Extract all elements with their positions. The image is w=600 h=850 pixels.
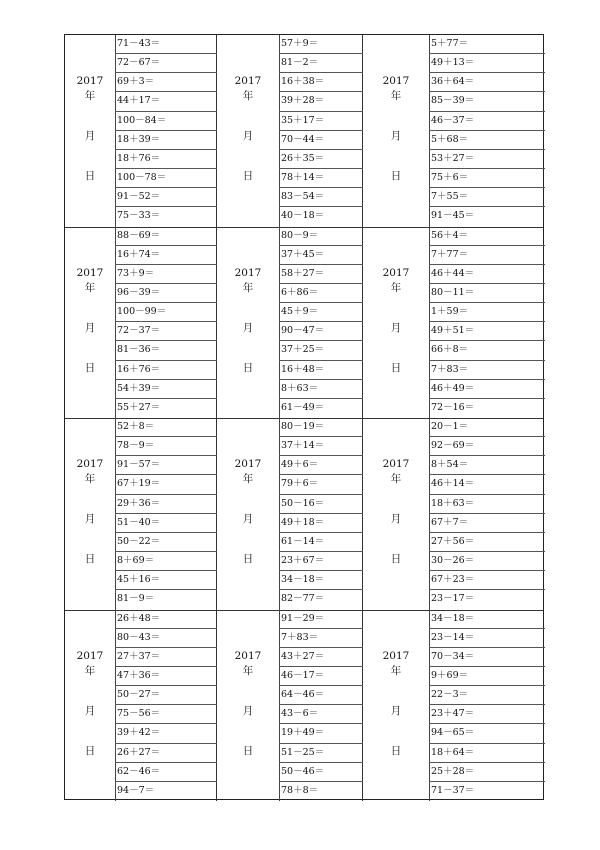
math-problem: 50－46＝ [279, 763, 363, 782]
math-problem: 82－77＝ [281, 593, 325, 605]
math-problem: 18＋39＝ [115, 131, 217, 150]
math-problem: 51－40＝ [115, 514, 217, 533]
date-month-unit: 月 [84, 130, 96, 142]
math-problem: 7＋55＝ [429, 188, 545, 207]
math-problem: 27＋37＝ [115, 648, 217, 667]
math-problem: 16＋38＝ [279, 73, 363, 92]
date-column [217, 418, 280, 610]
math-problem: 51－25＝ [279, 744, 363, 763]
worksheet-block [65, 610, 543, 802]
math-problem: 26＋27＝ [115, 744, 217, 763]
math-problem: 18＋64＝ [429, 744, 545, 763]
date-year: 2017 [76, 75, 104, 87]
problem-column [429, 610, 545, 802]
math-problem: 50－22＝ [115, 533, 217, 552]
math-problem: 25＋28＝ [429, 763, 545, 782]
math-problem: 94－7＝ [117, 784, 155, 796]
math-problem: 26＋48＝ [115, 610, 217, 629]
math-problem: 34－18＝ [429, 610, 545, 629]
math-problem: 70－44＝ [279, 131, 363, 150]
problem-column [429, 227, 545, 419]
date-column [363, 35, 430, 227]
math-problem: 39＋28＝ [279, 92, 363, 111]
math-problem: 16＋76＝ [115, 361, 217, 380]
date-month-unit: 月 [84, 321, 96, 334]
math-problem: 8＋63＝ [279, 380, 363, 399]
math-problem: 57＋9＝ [279, 35, 363, 54]
math-problem: 23－17＝ [431, 593, 475, 605]
math-problem: 5＋77＝ [429, 35, 545, 54]
date-day-unit: 日 [242, 170, 254, 182]
date-month-unit: 月 [84, 513, 96, 525]
math-problem: 81－2＝ [279, 54, 363, 73]
math-problem: 67＋7＝ [429, 514, 545, 533]
math-problem: 75－56＝ [115, 705, 217, 724]
date-year-unit: 年 [84, 90, 96, 102]
problem-column [429, 418, 545, 610]
math-problem: 52＋8＝ [115, 418, 217, 437]
date-month-unit: 月 [390, 513, 402, 525]
math-problem: 35＋17＝ [279, 112, 363, 131]
date-column [65, 35, 116, 227]
date-year: 2017 [234, 458, 262, 470]
date-day-unit: 日 [84, 553, 96, 565]
date-year-unit: 年 [390, 90, 402, 102]
date-year-unit: 年 [242, 281, 254, 294]
math-problem: 37＋45＝ [279, 246, 363, 265]
date-column [217, 227, 280, 419]
math-problem: 18＋76＝ [115, 150, 217, 169]
math-problem: 7＋83＝ [429, 361, 545, 380]
math-problem: 91－29＝ [279, 610, 363, 629]
math-problem: 69＋3＝ [115, 73, 217, 92]
math-problem: 22－3＝ [429, 686, 545, 705]
date-day-unit: 日 [242, 361, 254, 374]
worksheet-block [65, 35, 543, 227]
math-problem: 43＋27＝ [279, 648, 363, 667]
math-problem: 49＋6＝ [279, 456, 363, 475]
math-problem: 7＋83＝ [279, 629, 363, 648]
problem-column [279, 35, 363, 227]
math-problem: 100－99＝ [115, 303, 217, 322]
math-problem: 40－18＝ [281, 210, 325, 222]
date-month-unit: 月 [242, 321, 254, 334]
date-year: 2017 [234, 649, 262, 662]
date-month-unit: 月 [242, 704, 254, 717]
math-problem: 72－16＝ [431, 401, 475, 413]
worksheet-grid [64, 34, 544, 800]
math-problem: 20－1＝ [429, 418, 545, 437]
date-day-unit: 日 [84, 361, 96, 374]
math-problem: 19＋49＝ [279, 724, 363, 743]
date-month-unit: 月 [242, 130, 254, 142]
math-problem: 37＋25＝ [279, 341, 363, 360]
date-column [217, 35, 280, 227]
math-problem: 80－9＝ [279, 227, 363, 246]
date-year-unit: 年 [84, 281, 96, 294]
problem-column [279, 418, 363, 610]
math-problem: 8＋69＝ [115, 552, 217, 571]
math-problem: 49＋18＝ [279, 514, 363, 533]
date-day-unit: 日 [390, 744, 402, 757]
math-problem: 5＋68＝ [429, 131, 545, 150]
date-month-unit: 月 [242, 513, 254, 525]
math-problem: 46＋49＝ [429, 380, 545, 399]
math-problem: 80－43＝ [115, 629, 217, 648]
math-problem: 91－57＝ [115, 456, 217, 475]
math-problem: 71－37＝ [431, 784, 475, 796]
problem-column [429, 35, 545, 227]
date-column [363, 227, 430, 419]
math-problem: 47＋36＝ [115, 667, 217, 686]
date-year-unit: 年 [390, 281, 402, 294]
problem-column [279, 610, 363, 802]
date-year: 2017 [234, 75, 262, 87]
date-day-unit: 日 [84, 744, 96, 757]
math-problem: 23－14＝ [429, 629, 545, 648]
math-problem: 81－36＝ [115, 341, 217, 360]
math-problem: 75－33＝ [117, 210, 161, 222]
date-column [363, 610, 430, 802]
math-problem: 1＋59＝ [429, 303, 545, 322]
math-problem: 78＋8＝ [281, 784, 319, 796]
date-year-unit: 年 [390, 473, 402, 485]
math-problem: 61－49＝ [281, 401, 325, 413]
math-problem: 100－78＝ [115, 169, 217, 188]
worksheet-block [65, 227, 543, 419]
math-problem: 30－26＝ [429, 552, 545, 571]
date-month-unit: 月 [390, 130, 402, 142]
math-problem: 64－46＝ [279, 686, 363, 705]
math-problem: 16＋74＝ [115, 246, 217, 265]
date-day-unit: 日 [390, 553, 402, 565]
math-problem: 45＋16＝ [115, 571, 217, 590]
math-problem: 18＋63＝ [429, 495, 545, 514]
date-day-unit: 日 [242, 553, 254, 565]
problem-column [115, 35, 217, 227]
date-year-unit: 年 [242, 473, 254, 485]
math-problem: 78＋14＝ [279, 169, 363, 188]
math-problem: 53＋27＝ [429, 150, 545, 169]
date-column [217, 610, 280, 802]
math-problem: 96－39＝ [115, 284, 217, 303]
date-column [65, 610, 116, 802]
math-problem: 50－27＝ [115, 686, 217, 705]
date-day-unit: 日 [390, 361, 402, 374]
math-problem: 37＋14＝ [279, 437, 363, 456]
math-problem: 39＋42＝ [115, 724, 217, 743]
math-problem: 90－47＝ [279, 322, 363, 341]
math-problem: 83－54＝ [279, 188, 363, 207]
math-problem: 91－45＝ [431, 210, 475, 222]
math-problem: 45＋9＝ [279, 303, 363, 322]
date-year-unit: 年 [84, 473, 96, 485]
math-problem: 92－69＝ [429, 437, 545, 456]
math-problem: 46－37＝ [429, 112, 545, 131]
date-column [65, 418, 116, 610]
math-problem: 8＋54＝ [429, 456, 545, 475]
date-year: 2017 [382, 649, 410, 662]
math-problem: 100－84＝ [115, 112, 217, 131]
math-problem: 23＋47＝ [429, 705, 545, 724]
math-problem: 49＋13＝ [429, 54, 545, 73]
date-month-unit: 月 [390, 704, 402, 717]
math-problem: 67＋23＝ [429, 571, 545, 590]
date-day-unit: 日 [390, 170, 402, 182]
math-problem: 36＋64＝ [429, 73, 545, 92]
date-column [65, 227, 116, 419]
problem-column [115, 418, 217, 610]
math-problem: 67＋19＝ [115, 475, 217, 494]
math-problem: 91－52＝ [115, 188, 217, 207]
math-problem: 46－17＝ [279, 667, 363, 686]
math-problem: 88－69＝ [115, 227, 217, 246]
math-problem: 72－37＝ [115, 322, 217, 341]
date-year: 2017 [76, 458, 104, 470]
math-problem: 26＋35＝ [279, 150, 363, 169]
math-problem: 80－11＝ [429, 284, 545, 303]
date-year: 2017 [76, 266, 104, 279]
date-column [363, 418, 430, 610]
math-problem: 73＋9＝ [115, 265, 217, 284]
date-year-unit: 年 [242, 90, 254, 102]
math-problem: 34－18＝ [279, 571, 363, 590]
math-problem: 46＋44＝ [429, 265, 545, 284]
math-problem: 85－39＝ [429, 92, 545, 111]
math-problem: 56＋4＝ [429, 227, 545, 246]
date-year-unit: 年 [242, 664, 254, 677]
date-year-unit: 年 [390, 664, 402, 677]
math-problem: 50－16＝ [279, 495, 363, 514]
math-problem: 27＋56＝ [429, 533, 545, 552]
worksheet-block [65, 418, 543, 610]
math-problem: 78－9＝ [115, 437, 217, 456]
date-month-unit: 月 [390, 321, 402, 334]
date-year: 2017 [234, 266, 262, 279]
math-problem: 44＋17＝ [115, 92, 217, 111]
date-year: 2017 [382, 75, 410, 87]
date-day-unit: 日 [242, 744, 254, 757]
problem-column [115, 610, 217, 802]
math-problem: 6＋86＝ [279, 284, 363, 303]
math-problem: 66＋8＝ [429, 341, 545, 360]
math-problem: 43－6＝ [279, 705, 363, 724]
math-problem: 81－9＝ [117, 593, 155, 605]
date-year-unit: 年 [84, 664, 96, 677]
math-problem: 9＋69＝ [429, 667, 545, 686]
math-problem: 46＋14＝ [429, 475, 545, 494]
math-problem: 94－65＝ [429, 724, 545, 743]
date-year: 2017 [76, 649, 104, 662]
problem-column [279, 227, 363, 419]
math-problem: 49＋51＝ [429, 322, 545, 341]
math-problem: 72－67＝ [115, 54, 217, 73]
math-problem: 29＋36＝ [115, 495, 217, 514]
problem-column [115, 227, 217, 419]
date-year: 2017 [382, 458, 410, 470]
math-problem: 75＋6＝ [429, 169, 545, 188]
date-month-unit: 月 [84, 704, 96, 717]
math-problem: 80－19＝ [279, 418, 363, 437]
math-problem: 16＋48＝ [279, 361, 363, 380]
math-problem: 54＋39＝ [115, 380, 217, 399]
math-problem: 71－43＝ [115, 35, 217, 54]
date-year: 2017 [382, 266, 410, 279]
math-problem: 55＋27＝ [117, 401, 161, 413]
date-day-unit: 日 [84, 170, 96, 182]
math-problem: 62－46＝ [115, 763, 217, 782]
math-problem: 61－14＝ [279, 533, 363, 552]
math-problem: 79＋6＝ [279, 475, 363, 494]
math-problem: 70－34＝ [429, 648, 545, 667]
math-problem: 58＋27＝ [279, 265, 363, 284]
math-problem: 7＋77＝ [429, 246, 545, 265]
math-problem: 23＋67＝ [279, 552, 363, 571]
